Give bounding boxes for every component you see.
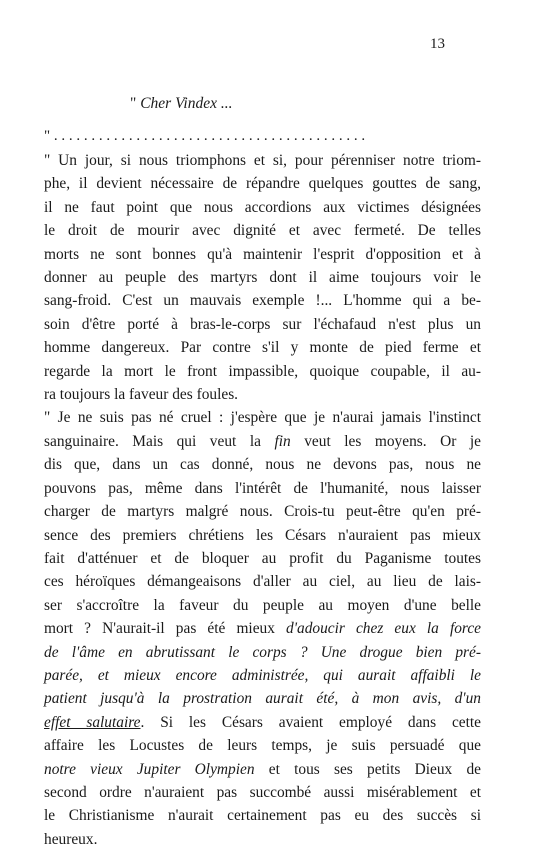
text-run: . Si les Césars avaient employé dans cette (140, 713, 481, 731)
text-run: mort ? N'aurait-il pas été mieux (44, 620, 287, 638)
text-line: dis que, dans un cas donné, nous ne devons pas, nous ne (44, 456, 481, 474)
page-number: 13 (430, 36, 445, 52)
text-line: " Je ne suis pas né cruel : j'espère que je n'aurai jamais l'instinct (44, 409, 481, 427)
salutation-quote: " (130, 95, 141, 112)
salutation (130, 95, 232, 113)
italic-run: fin (274, 432, 291, 450)
text-line: affaire les Locustes de leurs temps, je suis persuadé que (44, 737, 481, 755)
text-line: le Christianisme n'aurait certainement pas eu des succès si (44, 807, 481, 825)
text-line: sang-froid. C'est un mauvais exemple !... L'homme qui a be- (44, 292, 481, 310)
text-line: fait d'atténuer et de bloquer au profit du Paganisme toutes (44, 549, 481, 567)
text-line: pouvons pas, même dans l'intérêt de l'humanité, nous laisser (44, 479, 481, 497)
text-line: regarde la mort le front impassible, quoique coupable, il au- (44, 362, 481, 380)
salutation-text: Cher Vindex ... (140, 95, 233, 112)
text-run: et tous ses petits Dieux de (254, 760, 481, 778)
text-line: sence des premiers chrétiens les Césars n'auraient pas mieux (44, 526, 481, 544)
text-line (44, 430, 481, 453)
text-line (44, 758, 481, 781)
text-line: ra toujours la faveur des foules. (44, 386, 239, 404)
italic-run: patient jusqu'à la prostration aurait été, à mon avis, d'un (44, 690, 481, 708)
italic-run: parée, et mieux encore administrée, qui aurait affaibli le (44, 666, 481, 684)
text-line: phe, il devient nécessaire de répandre quelques gouttes de sang, (44, 175, 481, 193)
italic-run (44, 714, 141, 731)
text-line: homme dangereux. Par contre s'il y monte de pied ferme et (44, 339, 481, 357)
text-line (44, 664, 481, 687)
underlined-run: effet salutaire (44, 713, 141, 731)
text-line: second ordre n'auraient pas succombé aussi misérablement et (44, 783, 481, 801)
text-line (44, 641, 481, 664)
text-line: le droit de mourir avec dignité et avec fermeté. De telles (44, 222, 481, 240)
text-line: heureux. (44, 830, 98, 848)
dotted-ellipsis-line: " . . . . . . . . . . . . . . . . . . . . . . . . . . . . . . . . . . . . . . . . . . (44, 128, 366, 144)
text-line: donner au peuple des martyrs dont il aime toujours voir le (44, 269, 481, 287)
text-line: il ne faut point que nous accordions aux victimes désignées (44, 198, 481, 216)
text-line: soin d'être porté à bras-le-corps sur l'échafaud n'est plus un (44, 315, 481, 333)
paragraph-2 (44, 406, 481, 851)
text-line (44, 711, 481, 734)
text-line (44, 687, 481, 710)
text-line (44, 617, 481, 640)
text-line: ces héroïques démangeaisons d'aller au ciel, au lieu de lais- (44, 573, 481, 591)
text-run: veut les moyens. Or je (290, 432, 481, 450)
paragraph-1 (44, 149, 481, 406)
italic-run: d'adoucir chez eux la force (286, 620, 481, 638)
italic-run: notre vieux Jupiter Olympien (44, 760, 255, 778)
text-line: morts ne sont bonnes qu'à maintenir l'esprit d'opposition et à (44, 245, 481, 263)
text-run: sanguinaire. Mais qui veut la (44, 432, 275, 450)
text-line: " Un jour, si nous triomphons et si, pour pérenniser notre triom- (44, 152, 481, 169)
letter-body (44, 149, 481, 851)
text-line: ser s'accroître la faveur du peuple au moyen d'une belle (44, 596, 481, 614)
italic-run: de l'âme en abrutissant le corps ? Une drogue bien pré- (44, 643, 481, 661)
text-line: charger de martyrs malgré nous. Crois-tu peut-être qu'en pré- (44, 503, 481, 521)
